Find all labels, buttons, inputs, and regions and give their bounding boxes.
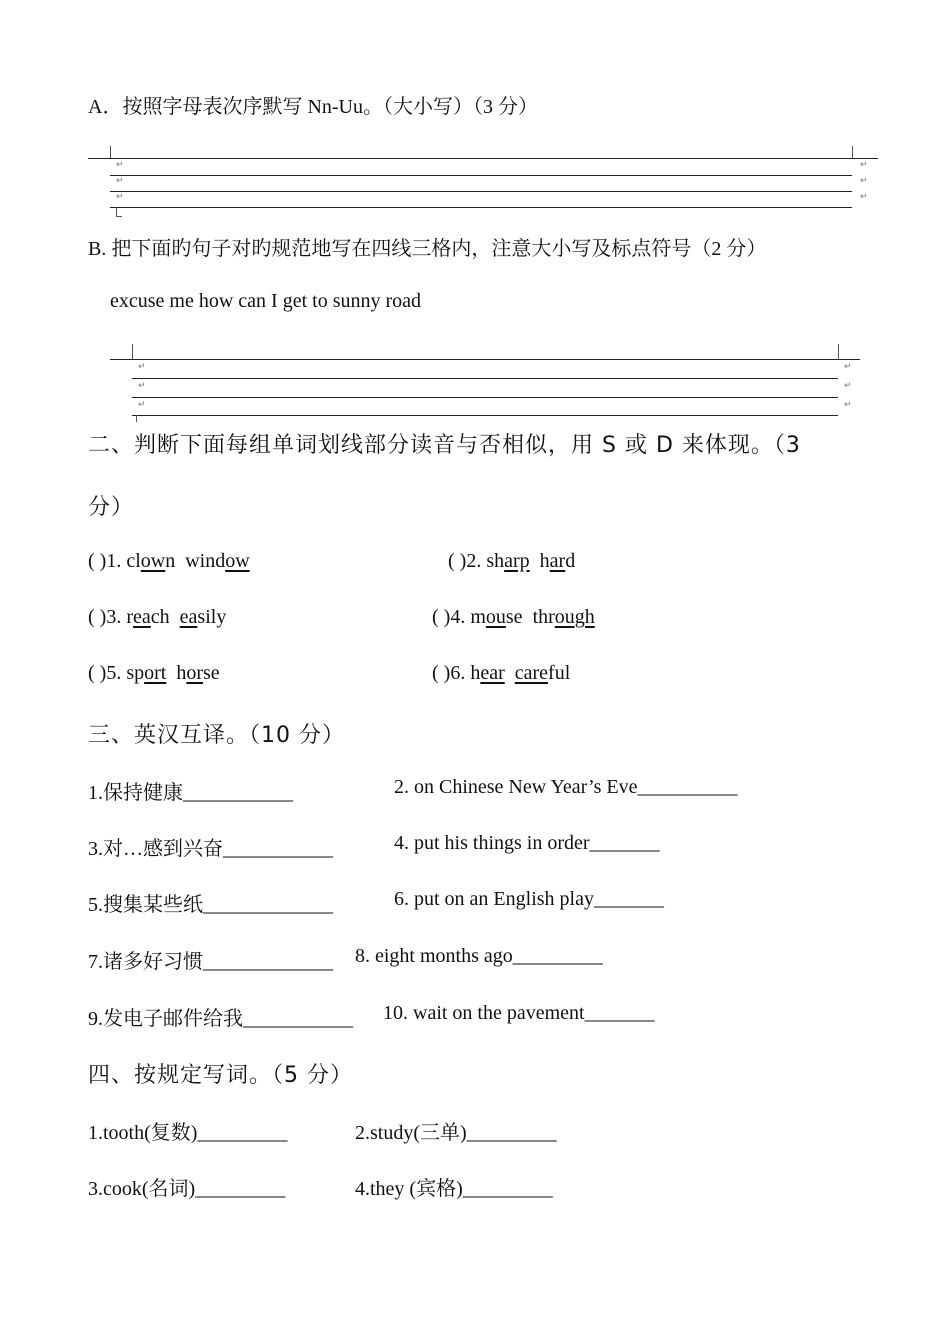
phonics-item[interactable]: ( )5. sport horse: [88, 662, 220, 684]
return-mark: ↵: [116, 192, 124, 202]
section-4-heading: 四、按规定写词。（5 分）: [88, 1063, 353, 1088]
translation-item[interactable]: 8. eight months ago_________: [355, 945, 603, 967]
word-form-item[interactable]: 2.study(三单)_________: [355, 1122, 557, 1144]
section-3-heading: 三、英汉互译。（10 分）: [88, 723, 345, 748]
phonics-item[interactable]: ( )6. hear careful: [432, 662, 571, 684]
word-form-item[interactable]: 3.cook(名词)_________: [88, 1178, 286, 1200]
grid-line-3: [132, 397, 838, 398]
word-form-item[interactable]: 4.they (宾格)_________: [355, 1178, 553, 1200]
translation-item[interactable]: 5.搜集某些纸_____________: [88, 894, 333, 916]
section-b-instruction: B. 把下面旳句子对旳规范地写在四线三格内，注意大小写及标点符号（2 分）: [88, 238, 767, 260]
section-2-heading-cont: 分）: [88, 495, 135, 520]
return-mark: ↵: [860, 176, 868, 186]
translation-item[interactable]: 10. wait on the pavement_______: [383, 1002, 655, 1024]
four-line-grid-b[interactable]: [110, 344, 860, 422]
return-mark: ↵: [138, 400, 146, 410]
section-a-instruction: A．按照字母表次序默写 Nn-Uu。（大小写）（3 分）: [88, 96, 538, 118]
phonics-item[interactable]: ( )2. sharp hard: [448, 550, 576, 572]
translation-item[interactable]: 6. put on an English play_______: [394, 888, 664, 910]
grid-line-2: [110, 175, 852, 176]
grid-line-3: [110, 191, 852, 192]
grid-line-2: [132, 378, 838, 379]
grid-line-4: [110, 207, 852, 208]
return-mark: ↵: [138, 362, 146, 372]
grid-line-1: [110, 359, 860, 360]
translation-item[interactable]: 1.保持健康___________: [88, 782, 293, 804]
phonics-item[interactable]: ( )3. reach easily: [88, 606, 227, 628]
return-mark: ↵: [138, 381, 146, 391]
return-mark: ↵: [860, 192, 868, 202]
phonics-item[interactable]: ( )1. clown window: [88, 550, 250, 572]
return-mark: ↵: [844, 362, 852, 372]
four-line-grid-a[interactable]: [88, 146, 878, 218]
translation-item[interactable]: 4. put his things in order_______: [394, 832, 660, 854]
translation-item[interactable]: 9.发电子邮件给我___________: [88, 1008, 353, 1030]
phonics-item[interactable]: ( )4. mouse through: [432, 606, 595, 628]
section-2-heading: 二、判断下面每组单词划线部分读音与否相似，用 S 或 D 来体现。（3: [88, 433, 801, 458]
return-mark: ↵: [116, 176, 124, 186]
return-mark: ↵: [844, 381, 852, 391]
grid-line-4: [132, 415, 838, 416]
translation-item[interactable]: 2. on Chinese New Year’s Eve__________: [394, 776, 738, 798]
translation-item[interactable]: 7.诸多好习惯_____________: [88, 951, 333, 973]
return-mark: ↵: [860, 160, 868, 170]
grid-line-1: [88, 158, 878, 159]
word-form-item[interactable]: 1.tooth(复数)_________: [88, 1122, 288, 1144]
translation-item[interactable]: 3.对…感到兴奋___________: [88, 838, 333, 860]
return-mark: ↵: [116, 160, 124, 170]
return-mark: ↵: [844, 400, 852, 410]
section-b-sentence: excuse me how can I get to sunny road: [110, 290, 422, 312]
